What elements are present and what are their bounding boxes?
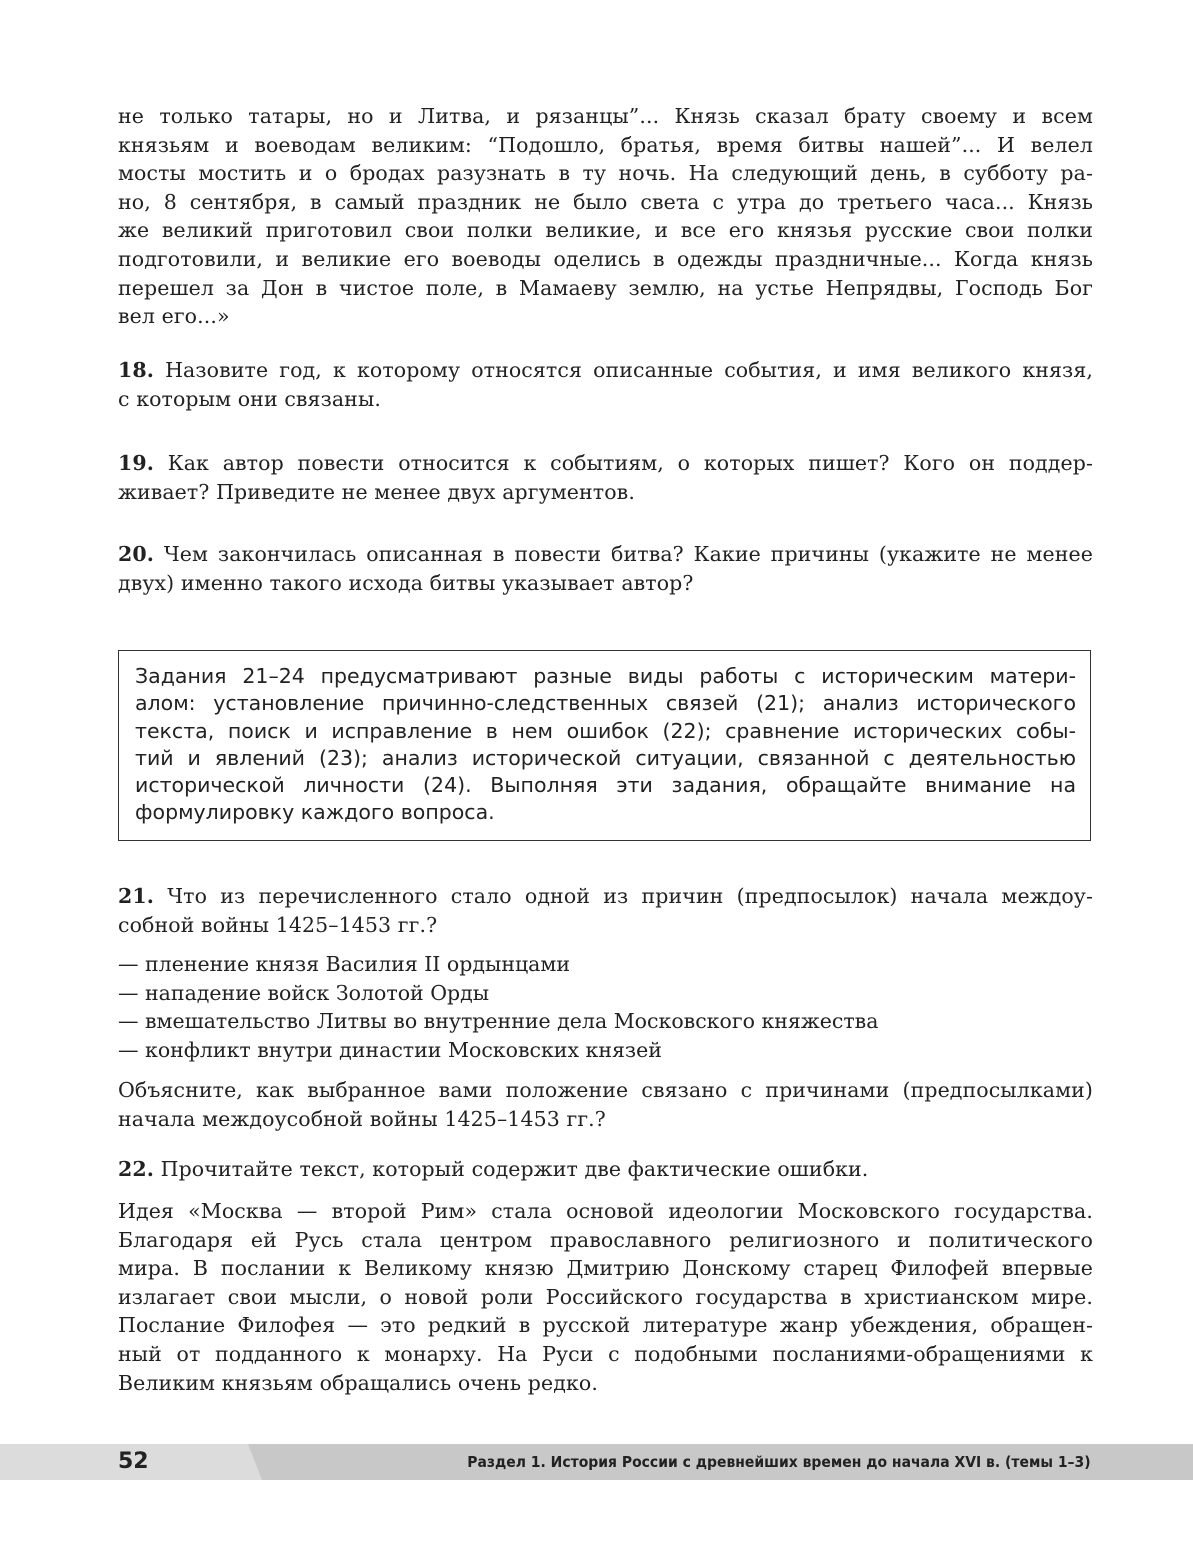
question-text: собной войны 1425–1453 гг.? <box>118 912 438 937</box>
box-line: тий и явлений (23); анализ исторической ситуации, связанной с деятельностью <box>135 745 1076 770</box>
question-text: живает? Приведите не менее двух аргументов. <box>118 479 635 504</box>
question-21-followup <box>118 1076 1093 1133</box>
answer-option: — пленение князя Василия II ордынцами <box>118 952 571 976</box>
question-22 <box>118 1155 1093 1184</box>
question-21 <box>118 882 1093 939</box>
text-line: Объясните, как выбранное вами положение связано с причинами (предпосылками) <box>118 1078 1093 1102</box>
question-text: с которым они связаны. <box>118 386 381 411</box>
page-number: 52 <box>118 1449 149 1474</box>
answer-option: — нападение войск Золотой Орды <box>118 980 490 1005</box>
instructions-box <box>118 650 1091 841</box>
text-line: мосты мостить и о бродах разузнать в ту ночь. На следующий день, в субботу ра- <box>118 161 1093 186</box>
text-line: вел его...» <box>118 304 230 329</box>
question-20 <box>118 540 1093 597</box>
question-number: 20. <box>118 542 154 566</box>
box-line: формулировку каждого вопроса. <box>135 800 495 825</box>
box-line: Задания 21–24 предусматривают разные виды работы с историческим матери- <box>135 664 1076 688</box>
question-text: Как автор повести относится к событиям, о которых пишет? Кого он поддер- <box>167 451 1093 475</box>
text-line: Идея «Москва — второй Рим» стала основой идеологии Московского государства. <box>118 1199 1093 1223</box>
question-text: Чем закончилась описанная в повести битва? Какие причины (укажите не менее <box>163 542 1093 566</box>
answer-option: — вмешательство Литвы во внутренние дела Московского княжества <box>118 1009 879 1034</box>
question-text: Прочитайте текст, который содержит две фактические ошибки. <box>160 1157 869 1181</box>
text-line: Благодаря ей Русь стала центром православного религиозного и политического <box>118 1227 1093 1252</box>
text-line: же великий приготовил свои полки великие, и все его князья русские свои полки <box>118 218 1093 243</box>
text-line: подготовили, и великие его воеводы оделись в одежды праздничные... Когда князь <box>118 246 1093 271</box>
question-number: 19. <box>118 451 154 475</box>
question-number: 22. <box>118 1157 154 1181</box>
text-line: не только татары, но и Литва, и рязанцы”... Князь сказал брату своему и всем <box>118 104 1093 128</box>
text-line: Великим князьям обращались очень редко. <box>118 1370 598 1395</box>
text-line: мира. В послании к Великому князю Дмитрию Донскому старец Филофей впервые <box>118 1256 1093 1281</box>
box-line: исторической личности (24). Выполняя эти задания, обращайте внимание на <box>135 773 1076 798</box>
box-line: алом: установление причинно-следственных связей (21); анализ исторического <box>135 691 1076 716</box>
answer-option: — конфликт внутри династии Московских князей <box>118 1037 662 1062</box>
box-line: текста, поиск и исправление в нем ошибок (22); сравнение исторических собы- <box>135 718 1076 743</box>
text-line: но, 8 сентября, в самый праздник не было света с утра до третьего часа... Князь <box>118 189 1093 214</box>
text-line: князьям и воеводам великим: “Подошло, братья, время битвы нашей”... И велел <box>118 132 1093 157</box>
text-line: ный от подданного к монарху. На Руси с подобными посланиями-обращениями к <box>118 1341 1093 1366</box>
question-text: Назовите год, к которому относятся описанные события, и имя великого князя, <box>165 358 1093 382</box>
question-22-passage <box>118 1197 1093 1397</box>
question-text: Что из перечисленного стало одной из причин (предпосылок) начала междоу- <box>167 884 1093 908</box>
text-line: перешел за Дон в чистое поле, в Мамаеву землю, на устье Непрядвы, Господь Бог <box>118 275 1093 300</box>
text-line: излагает свои мысли, о новой роли Российского государства в христианском мире. <box>118 1284 1093 1309</box>
answer-options <box>118 950 878 1064</box>
question-19 <box>118 449 1093 506</box>
quote-text <box>118 102 1093 331</box>
text-line: Послание Филофея — это редкий в русской литературе жанр убеждения, обращен- <box>118 1313 1093 1338</box>
text-line: начала междоусобной войны 1425–1453 гг.? <box>118 1106 606 1131</box>
question-text: двух) именно такого исхода битвы указывает автор? <box>118 570 694 595</box>
question-number: 18. <box>118 358 154 382</box>
question-18 <box>118 356 1093 413</box>
section-title: Раздел 1. История России с древнейших времен до начала XVI в. (темы 1–3) <box>467 1453 1091 1471</box>
question-number: 21. <box>118 884 154 908</box>
